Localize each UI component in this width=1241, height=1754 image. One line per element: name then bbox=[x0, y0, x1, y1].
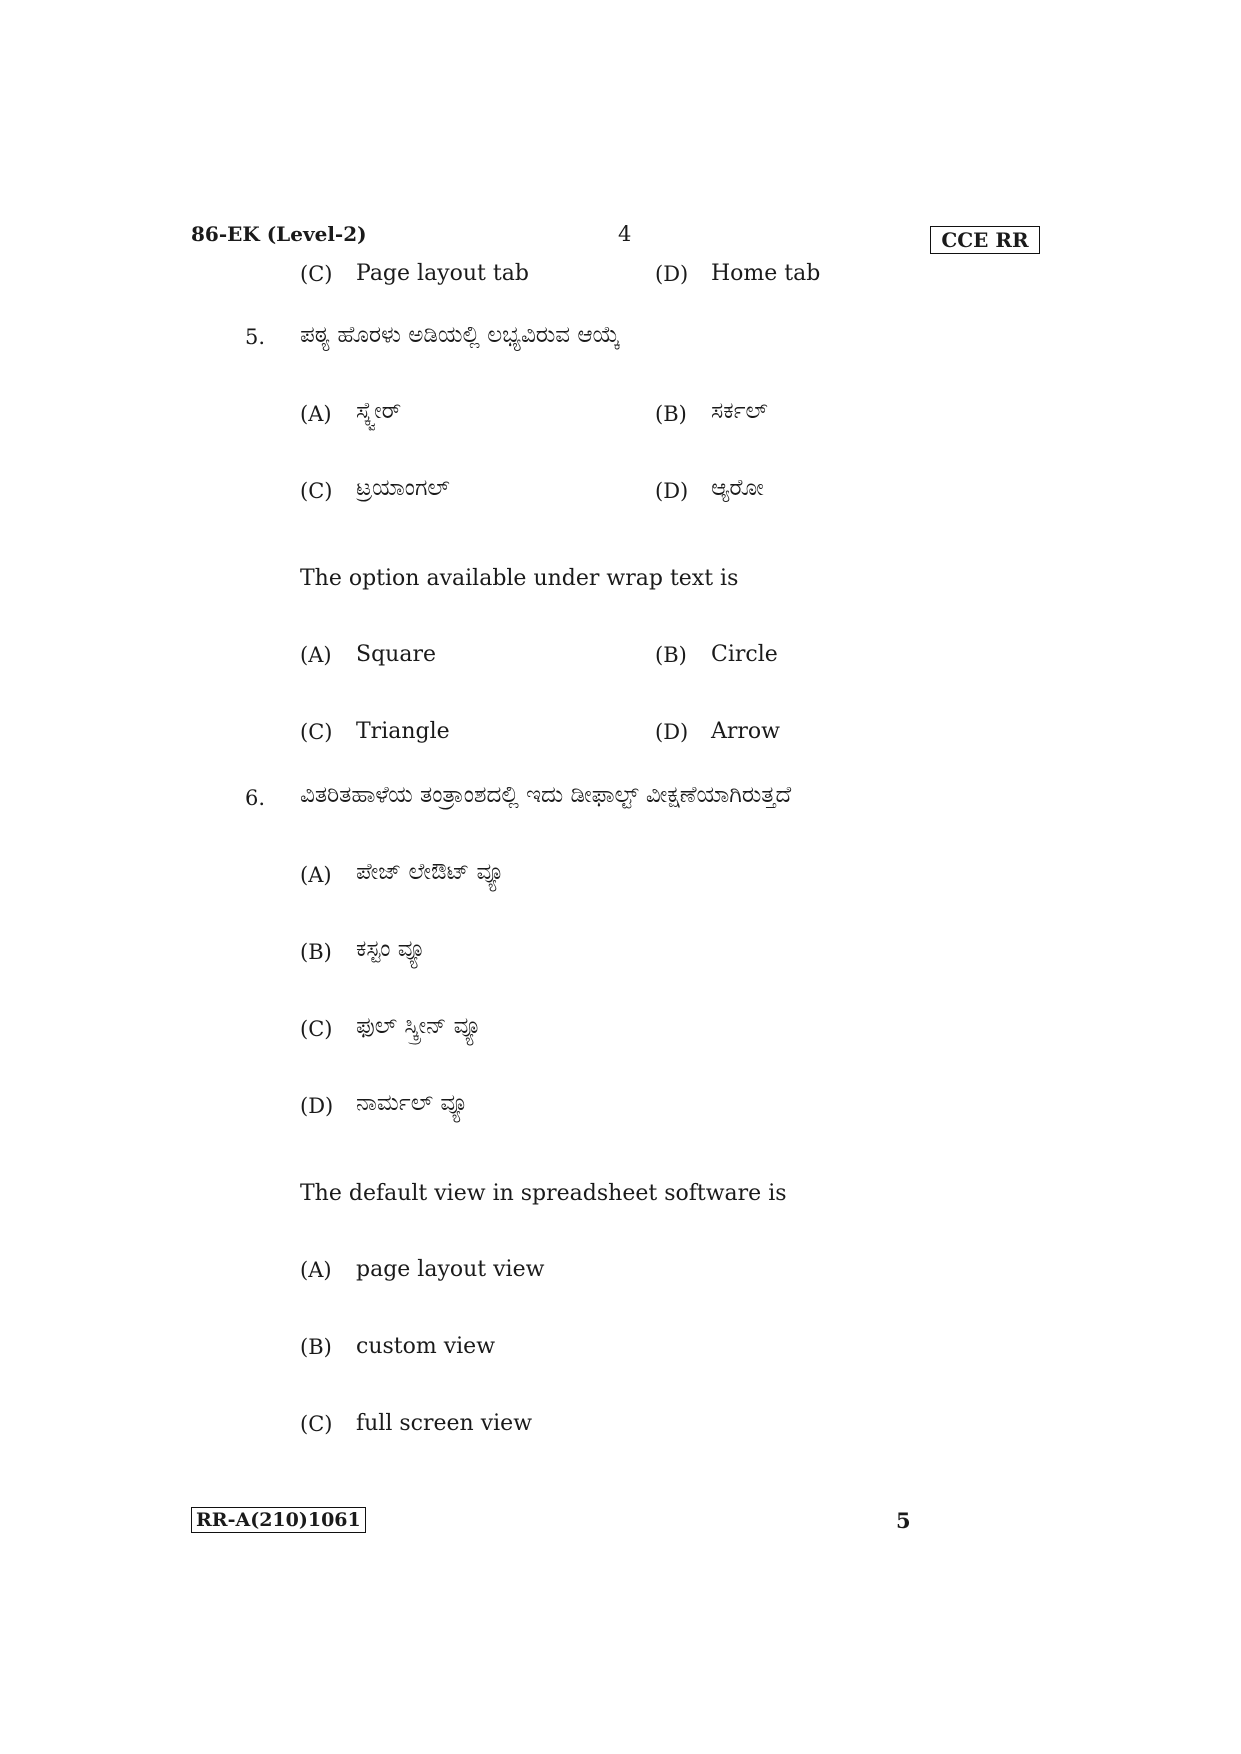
q6-en-option-c-label: (C) bbox=[300, 1412, 333, 1436]
q5-kn-option-a-text: ಸ್ಕ್ವೇರ್ bbox=[356, 398, 402, 424]
q6-kn-option-d-text: ನಾರ್ಮಲ್ ವ್ಯೂ bbox=[356, 1090, 469, 1116]
q6-en-option-a-text: page layout view bbox=[356, 1257, 545, 1282]
q6-en-option-b-text: custom view bbox=[356, 1334, 496, 1359]
q5-english-question: The option available under wrap text is bbox=[300, 566, 739, 591]
q4-option-c-text: Page layout tab bbox=[356, 261, 529, 286]
q5-en-option-a-label: (A) bbox=[300, 643, 332, 667]
q4-option-d-text: Home tab bbox=[711, 261, 821, 286]
q5-kn-option-c-label: (C) bbox=[300, 479, 333, 503]
q6-en-option-a-label: (A) bbox=[300, 1258, 332, 1282]
q6-english-question: The default view in spreadsheet software is bbox=[300, 1181, 787, 1206]
q5-en-option-d-text: Arrow bbox=[711, 719, 780, 744]
q6-kannada-question: ವಿತರಿತಹಾಳೆಯ ತಂತ್ರಾಂಶದಲ್ಲಿ ಇದು ಡೀಫಾಲ್ಟ್ ವೀಕ್ಷಣೆಯಾಗಿರುತ್ತದೆ bbox=[300, 782, 792, 808]
paper-tag-box: CCE RR bbox=[930, 226, 1040, 254]
q5-kn-option-d-label: (D) bbox=[655, 479, 689, 503]
q5-en-option-a-text: Square bbox=[356, 642, 436, 667]
q5-en-option-c-text: Triangle bbox=[356, 719, 450, 744]
q5-kn-option-c-text: ಟ್ರಯಾಂಗಲ್ bbox=[356, 475, 450, 501]
q5-kn-option-a-label: (A) bbox=[300, 402, 332, 426]
q4-option-d-label: (D) bbox=[655, 262, 689, 286]
q4-option-c-label: (C) bbox=[300, 262, 333, 286]
page-number-center: 4 bbox=[618, 222, 632, 246]
q6-kn-option-c-text: ಫುಲ್ ಸ್ಕ್ರೀನ್ ವ್ಯೂ bbox=[356, 1013, 482, 1039]
q6-kn-option-b-label: (B) bbox=[300, 940, 332, 964]
q6-en-option-c-text: full screen view bbox=[356, 1411, 533, 1436]
q5-en-option-b-label: (B) bbox=[655, 643, 687, 667]
q6-kn-option-c-label: (C) bbox=[300, 1017, 333, 1041]
footer-code-box: RR-A(210)1061 bbox=[191, 1507, 366, 1533]
q6-en-option-b-label: (B) bbox=[300, 1335, 332, 1359]
q5-kn-option-b-label: (B) bbox=[655, 402, 687, 426]
q6-kn-option-d-label: (D) bbox=[300, 1094, 334, 1118]
q6-number: 6. bbox=[245, 786, 266, 810]
q6-kn-option-a-text: ಪೇಜ್ ಲೇಔಟ್ ವ್ಯೂ bbox=[356, 859, 505, 885]
paper-code: 86-EK (Level-2) bbox=[191, 222, 367, 246]
footer-page-number: 5 bbox=[896, 1508, 911, 1533]
q5-en-option-b-text: Circle bbox=[711, 642, 778, 667]
q6-kn-option-a-label: (A) bbox=[300, 863, 332, 887]
q5-kn-option-b-text: ಸರ್ಕಲ್ bbox=[711, 398, 768, 424]
q5-kannada-question: ಪಠ್ಯ ಹೊರಳು ಅಡಿಯಲ್ಲಿ ಲಭ್ಯವಿರುವ ಆಯ್ಕೆ bbox=[300, 322, 621, 348]
q6-kn-option-b-text: ಕಸ್ಟಂ ವ್ಯೂ bbox=[356, 936, 426, 962]
q5-en-option-d-label: (D) bbox=[655, 720, 689, 744]
q5-number: 5. bbox=[245, 325, 266, 349]
q5-kn-option-d-text: ಆ್ಯರೋ bbox=[711, 475, 764, 501]
q5-en-option-c-label: (C) bbox=[300, 720, 333, 744]
